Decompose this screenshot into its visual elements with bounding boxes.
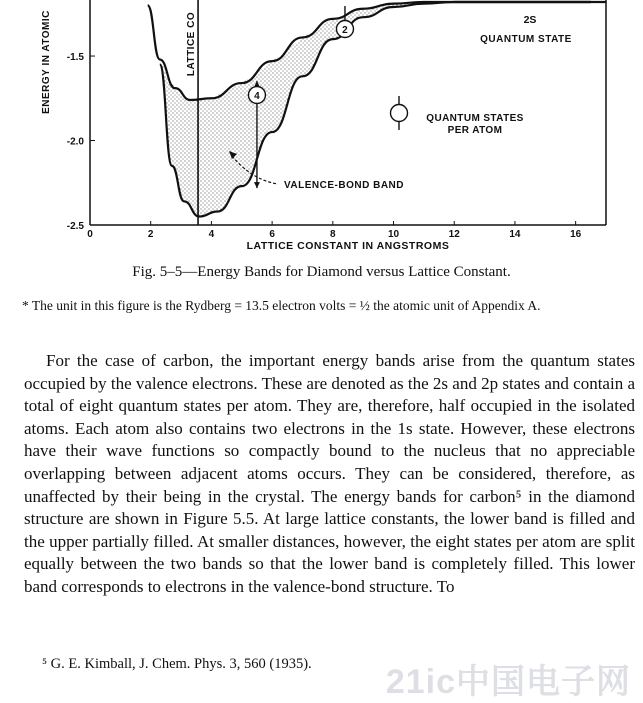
y-tick-label: -2.0: [66, 136, 84, 148]
figure-caption: Fig. 5–5—Energy Bands for Diamond versus Lattice Constant.: [132, 264, 511, 280]
x-tick-label: 2: [147, 229, 154, 240]
body-text: [24, 350, 635, 599]
legend-label-line1: QUANTUM STATES: [426, 113, 524, 124]
band-label-2: 2: [342, 25, 348, 36]
x-tick-label: 14: [509, 229, 521, 240]
lattice-constant-label: LATTICE CO: [186, 11, 198, 77]
reference-footnote: ⁵ G. E. Kimball, J. Chem. Phys. 3, 560 (1935).: [42, 656, 312, 672]
watermark: 21ic中国电子网: [385, 663, 631, 701]
legend-label-line2: PER ATOM: [447, 125, 503, 136]
level-2s-label: 2S: [523, 14, 537, 26]
x-tick-label: 6: [269, 229, 275, 240]
y-tick-label: -2.5: [66, 221, 84, 232]
body-paragraph: For the case of carbon, the important energy bands arise from the quantum states occupied by the valence electrons. These are denoted as the 2s and 2p states and contain a total of eight quantum states per atom. They are, therefore, half occupied in the isolated atoms. Each atom also contains two electrons in the 1s state. However, these electrons have their wave functions so compactly bound to the nucleus that no appreciable overlapping between adjacent atoms occurs. They can be considered, therefore, as unaffected by their being in the crystal. The energy bands for carbon⁵ in the diamond structure are shown in Figure 5.5. At large lattice constants, the lower band is filled and the upper partially filled. At smaller distances, however, the eight states per atom are split equally between the two bands so that the lower band is completely filled. This lower band corresponds to electrons in the valence-bond structure. To: [24, 351, 635, 596]
energy-band-chart: [0, 0, 643, 258]
x-tick-label: 0: [87, 229, 93, 240]
quantum-state-label: QUANTUM STATE: [480, 34, 572, 45]
x-tick-label: 8: [330, 229, 336, 240]
band-label-4: 4: [254, 91, 260, 102]
x-tick-label: 4: [208, 229, 215, 240]
x-tick-label: 10: [387, 229, 400, 240]
x-axis-label: LATTICE CONSTANT IN ANGSTROMS: [246, 240, 450, 252]
y-axis-label: ENERGY IN ATOMIC: [41, 10, 52, 114]
valence-bond-label: VALENCE-BOND BAND: [284, 180, 404, 191]
arrow-head-down-4: [254, 182, 260, 188]
y-tick-label: -1.5: [66, 52, 84, 64]
legend-circle-icon: [391, 105, 408, 122]
x-tick-label: 12: [448, 229, 460, 240]
x-tick-label: 16: [570, 229, 582, 240]
unit-footnote: * The unit in this figure is the Rydberg = 13.5 electron volts = ½ the atomic unit of Appendix A.: [22, 298, 541, 313]
